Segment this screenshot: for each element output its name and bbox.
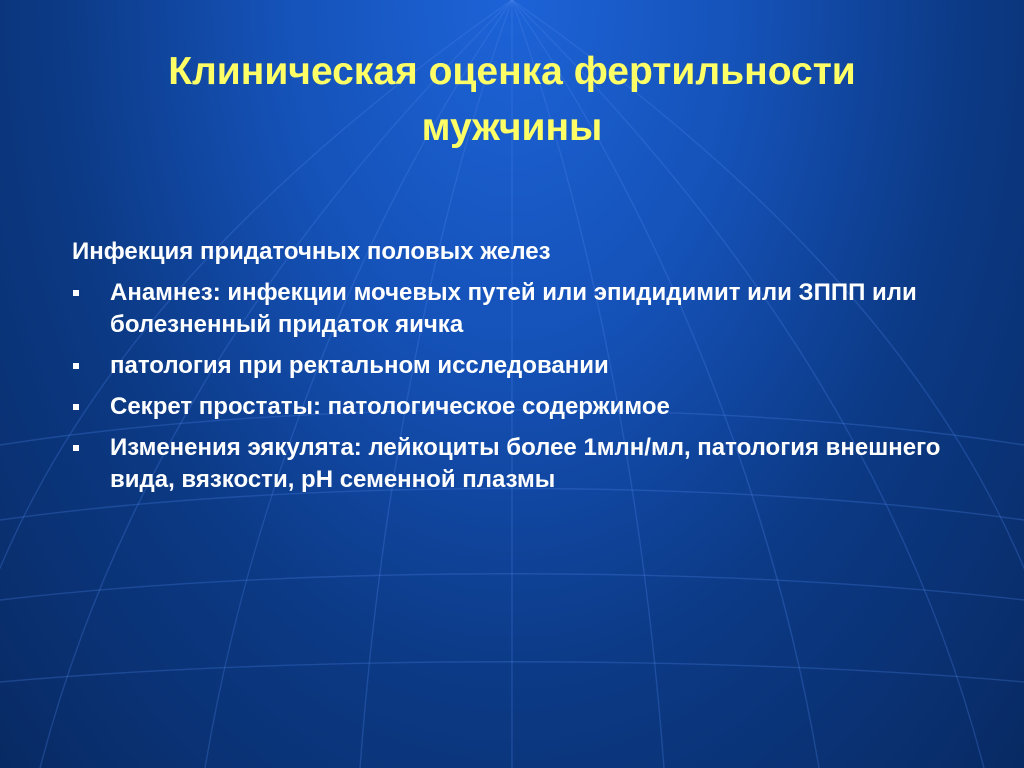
square-bullet-icon — [73, 404, 79, 410]
square-bullet-icon — [73, 363, 79, 369]
bullet-text: Изменения эякулята: лейкоциты более 1млн/мл, патология внешнего вида, вязкости, рН семенной плазмы — [110, 434, 941, 493]
slide-content — [72, 236, 972, 505]
square-bullet-icon — [73, 290, 79, 296]
content-heading: Инфекция придаточных половых желез — [72, 238, 551, 265]
bullet-text: Секрет простаты: патологическое содержимое — [110, 393, 670, 420]
bullet-item — [72, 350, 972, 382]
slide-title — [92, 44, 932, 156]
bullet-item — [72, 277, 972, 341]
bullet-item — [72, 391, 972, 423]
slide-title-line-2: мужчины — [421, 106, 603, 149]
bullet-text: Анамнез: инфекции мочевых путей или эпидидимит или ЗППП или болезненный придаток яичка — [110, 279, 917, 338]
bullet-text: патология при ректальном исследовании — [110, 352, 609, 379]
slide-title-line-1: Клиническая оценка фертильности — [168, 50, 856, 93]
square-bullet-icon — [73, 445, 79, 451]
bullet-item — [72, 432, 972, 496]
bullet-list — [72, 277, 972, 496]
